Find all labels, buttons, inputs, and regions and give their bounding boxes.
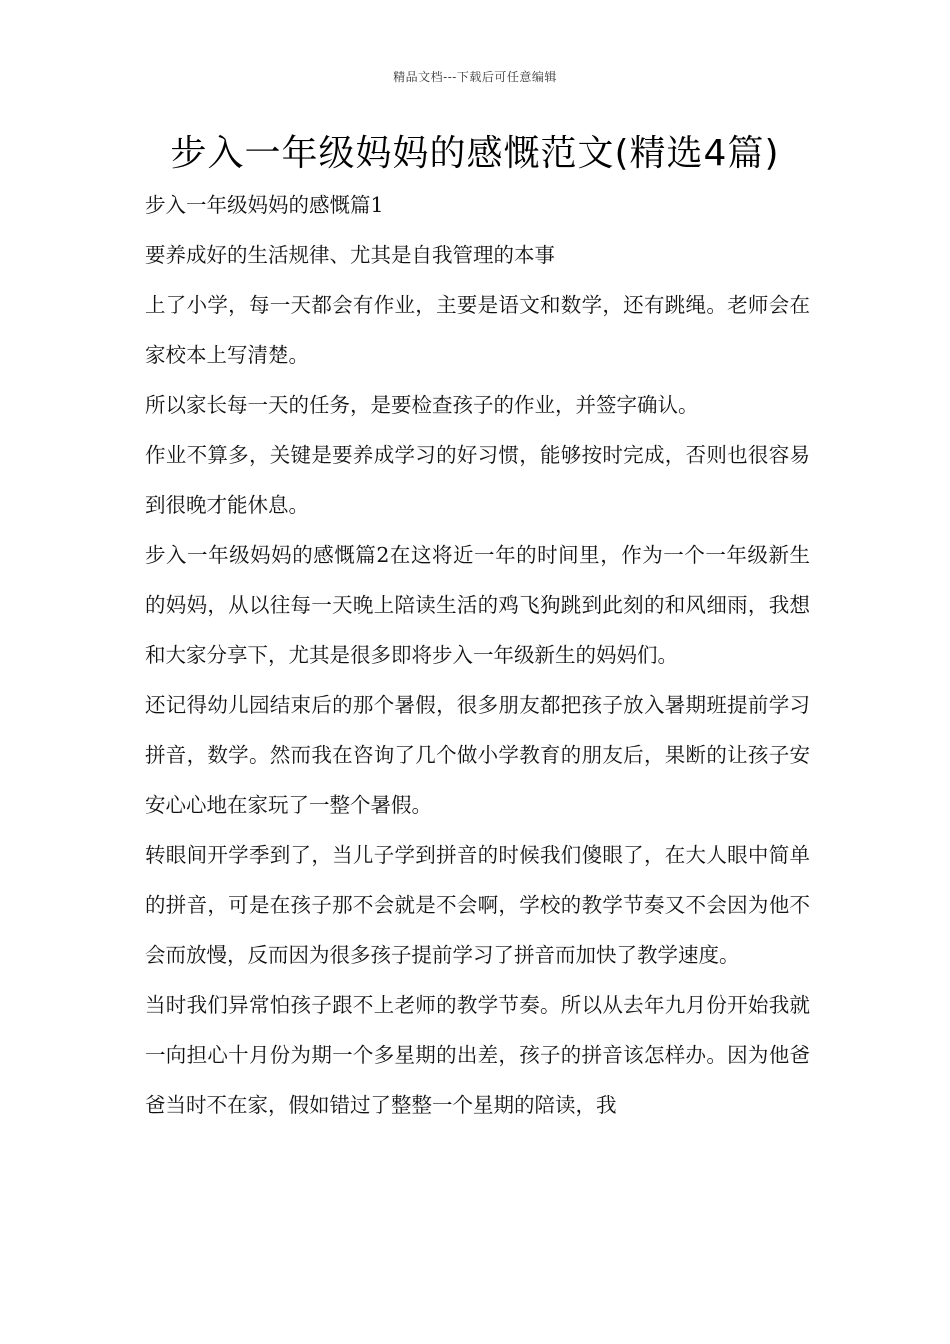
paragraph: 步入一年级妈妈的感慨篇2在这将近一年的时间里，作为一个一年级新生的妈妈，从以往每一天晚上陪读生活的鸡飞狗跳到此刻的和风细雨，我想和大家分享下，尤其是很多即将步入一年级新生的妈妈们。: [145, 543, 810, 667]
paragraph: 转眼间开学季到了，当儿子学到拼音的时候我们傻眼了，在大人眼中简单的拼音，可是在孩子那不会就是不会啊，学校的教学节奏又不会因为他不会而放慢，反而因为很多孩子提前学习了拼音而加快了教学速度。: [145, 843, 810, 967]
document-body: [145, 180, 810, 1130]
page-header-note: 精品文档---下载后可任意编辑: [393, 70, 557, 84]
paragraph: 所以家长每一天的任务，是要检查孩子的作业，并签字确认。: [145, 393, 699, 417]
paragraph: 上了小学，每一天都会有作业，主要是语文和数学，还有跳绳。老师会在家校本上写清楚。: [145, 293, 810, 367]
paragraph: 作业不算多，关键是要养成学习的好习惯，能够按时完成，否则也很容易到很晚才能休息。: [145, 443, 810, 517]
paragraph: 要养成好的生活规律、尤其是自我管理的本事: [145, 243, 555, 267]
paragraph: 还记得幼儿园结束后的那个暑假，很多朋友都把孩子放入暑期班提前学习拼音，数学。然而我在咨询了几个做小学教育的朋友后，果断的让孩子安安心心地在家玩了一整个暑假。: [145, 693, 810, 817]
section-heading-1: 步入一年级妈妈的感慨篇1: [145, 193, 384, 217]
paragraph: 当时我们异常怕孩子跟不上老师的教学节奏。所以从去年九月份开始我就一向担心十月份为期一个多星期的出差，孩子的拼音该怎样办。因为他爸爸当时不在家，假如错过了整整一个星期的陪读，我: [145, 993, 810, 1117]
document-title: 步入一年级妈妈的感慨范文(精选4篇): [170, 133, 780, 174]
